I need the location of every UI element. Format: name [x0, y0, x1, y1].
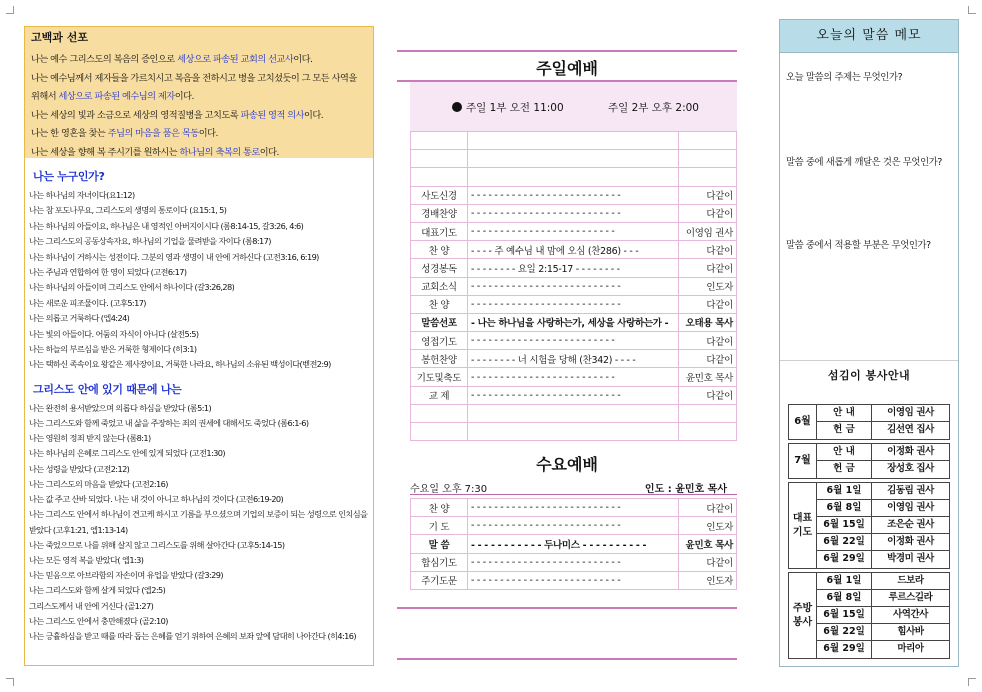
cell-blank: [679, 423, 737, 441]
order-label: 합심기도: [411, 553, 468, 571]
creed-text: 나는 세상의 빛과 소금으로 세상의 영적질병을 고치도록: [31, 109, 241, 121]
corner-mark: [6, 678, 14, 686]
order-leader: 이영임 권사: [679, 222, 737, 240]
order-label: 영접기도: [411, 332, 468, 350]
list-item: 나는 빛의 아들이다. 어둠의 자식이 아니다 (살전5:5): [29, 328, 199, 339]
table-row: [411, 313, 737, 331]
service-person: 이정화 권사: [887, 536, 934, 547]
list-item: 나는 하나님이 거하시는 성전이다. 그분의 영과 생명이 내 안에 거하신다 (고전3:16, 6:19): [29, 251, 319, 262]
bullet-icon: [452, 102, 462, 112]
service-group-label: 7월: [789, 444, 817, 478]
cell-blank: [411, 168, 468, 186]
service-person: 이영임 권사: [887, 502, 934, 513]
cell-blank: [679, 168, 737, 186]
list-item: 나는 성령을 받았다 (고전2:12): [29, 463, 130, 474]
service-table: [788, 404, 950, 662]
creed-highlight: 하나님의 축복의 통로: [179, 146, 260, 158]
wednesday-title: 수요예배: [536, 455, 598, 474]
table-row: [411, 553, 737, 571]
table-row-blank: [411, 150, 737, 168]
order-leader: 인도자: [679, 277, 737, 295]
creed-lines: [31, 51, 367, 162]
order-leader: 다같이: [679, 186, 737, 204]
service-rows: [817, 483, 949, 568]
order-label: 봉헌찬양: [411, 350, 468, 368]
order-leader: 다같이: [679, 241, 737, 259]
service-person: 드보라: [897, 575, 924, 586]
divider-line: [397, 607, 737, 609]
service-row: [817, 422, 949, 439]
service-role: 6월 22일: [817, 534, 872, 550]
service-row: [817, 607, 949, 624]
order-label: 대표기도: [411, 222, 468, 240]
creed-text: 이다.: [293, 54, 313, 65]
order-leader: 윤민호 목사: [679, 368, 737, 386]
corner-mark: [6, 6, 14, 14]
list-item: 나는 하나님의 아들이요, 하나님은 내 영적인 아버지이시다 (롬8:14-15, 갈3:26, 4:6): [29, 220, 304, 231]
list-item: 나는 그리스도와 함께 살게 되었다 (엡2:5): [29, 585, 166, 596]
memo-question-1: 오늘 말씀의 주제는 무엇인가?: [786, 72, 903, 83]
creed-line: [31, 70, 367, 89]
order-label: 찬 양: [411, 295, 468, 313]
order-leader: 다같이: [679, 350, 737, 368]
order-content: - - - - - - - - - - - - - - - - - - - - - - - - -: [468, 332, 679, 350]
list-item: 나는 그리스도와 함께 죽었고 내 삶을 주장하는 죄의 권세에 대해서도 죽었다 (롬6:1-6): [29, 418, 309, 429]
service-row: [817, 500, 949, 517]
order-label: 경배찬양: [411, 204, 468, 222]
order-leader: 다같이: [679, 259, 737, 277]
list-item: 나는 주님과 연합하여 한 영이 되었다 (고전6:17): [29, 267, 187, 278]
table-row-blank: [411, 132, 737, 150]
service-row: [817, 641, 949, 658]
creed-text: 나는 예수 그리스도의 복음의 증인으로: [31, 54, 178, 65]
creed-line: [31, 51, 367, 70]
table-row: [411, 386, 737, 404]
creed-highlight: 파송된 영적 의사: [240, 109, 305, 121]
order-content: - - - - - - - - - - - - - - - - - - - - - - - - - -: [468, 571, 679, 589]
table-row: [411, 535, 737, 553]
list-item: 나는 그리스도의 마음을 받았다 (고전2:16): [29, 478, 168, 489]
service-rows: [817, 573, 949, 658]
cell-blank: [679, 150, 737, 168]
cell-blank: [468, 132, 679, 150]
order-leader: 다같이: [679, 204, 737, 222]
list-item: 나는 참 포도나무요, 그리스도의 생명의 통로이다 (요15:1, 5): [29, 205, 227, 216]
service-group-label: 주방 봉사: [789, 573, 817, 658]
order-content: - - - - - - - - - - - - - - - - - - - - - - - - - -: [468, 295, 679, 313]
service-row: [817, 551, 949, 568]
service-role: 안 내: [817, 444, 872, 460]
service-role: 헌 금: [817, 461, 872, 478]
service-person: 루르스길라: [888, 592, 933, 603]
worship-order-panel: [397, 50, 737, 665]
cell-blank: [411, 132, 468, 150]
service-role: 6월 1일: [817, 483, 872, 499]
service-rows: [817, 405, 949, 439]
service-group-label: 6월: [789, 405, 817, 439]
creed-highlight: 주님의 마음을 품은 목동: [107, 128, 199, 139]
cell-blank: [411, 404, 468, 422]
christ-list: [29, 401, 369, 644]
divider-line: [397, 50, 737, 52]
order-leader: 윤민호 목사: [679, 535, 737, 553]
wednesday-order-table: [410, 498, 737, 590]
service-role: 6월 29일: [817, 641, 872, 658]
service-title: 섬김이 봉사안내: [827, 369, 911, 382]
order-label: 기 도: [411, 517, 468, 535]
service-role: 6월 29일: [817, 551, 872, 568]
sunday-title: 주일예배: [536, 59, 598, 78]
order-leader: 오태용 목사: [679, 313, 737, 331]
creed-box: [25, 27, 373, 158]
service-person: 마리아: [897, 643, 924, 654]
table-row: [411, 222, 737, 240]
service-person: 김선연 집사: [887, 424, 934, 435]
wednesday-leader: 인도 : 윤민호 목사: [644, 484, 727, 495]
service-row: [817, 461, 949, 478]
service-row: [817, 624, 949, 641]
memo-question-2: 말씀 중에 새롭게 깨달은 것은 무엇인가?: [786, 157, 942, 168]
service-person: 사역간사: [892, 609, 929, 620]
memo-title: 오늘의 말씀 메모: [780, 20, 958, 53]
table-row: [411, 186, 737, 204]
cell-blank: [411, 150, 468, 168]
divider-line: [780, 360, 958, 361]
memo-panel: [779, 19, 959, 667]
service-person: 조은순 권사: [887, 519, 934, 530]
table-row: [411, 499, 737, 517]
creed-text: 나는 한 영혼을 찾는: [31, 128, 108, 139]
sunday-time-1: [452, 100, 564, 115]
cell-blank: [468, 404, 679, 422]
service-role: 헌 금: [817, 422, 872, 439]
service-group: [788, 443, 950, 479]
corner-mark: [968, 6, 976, 14]
creed-text: 나는 예수님께서 제자들을 가르치시고 복음을 전하시고 병을 고치셨듯이 그 모든 사역을: [31, 72, 357, 84]
table-row-blank: [411, 168, 737, 186]
service-role: 6월 1일: [817, 573, 872, 589]
order-leader: 다같이: [679, 332, 737, 350]
list-item: 나는 하나님의 아들이며 그리스도 안에서 하나이다 (갈3:26,28): [29, 282, 235, 293]
order-label: 찬 양: [411, 499, 468, 517]
list-item: 나는 영원히 정죄 받지 않는다 (롬8:1): [29, 433, 151, 444]
table-row: [411, 204, 737, 222]
order-content: - - - - - - - - 너 시험을 당해 (찬342) - - - -: [468, 350, 679, 368]
creed-text: 이다.: [174, 91, 194, 102]
service-row: [817, 517, 949, 534]
cell-blank: [468, 423, 679, 441]
creed-line: [31, 107, 367, 126]
creed-text: 이다.: [259, 146, 279, 158]
order-content: - - - - - - - - - - - - - - - - - - - - - - - - -: [468, 368, 679, 386]
service-person: 힘사바: [897, 626, 924, 637]
service-row: [817, 534, 949, 551]
service-group: [788, 404, 950, 440]
left-panel: [24, 26, 374, 666]
table-row: [411, 241, 737, 259]
order-label: 기도및축도: [411, 368, 468, 386]
service-role: 안 내: [817, 405, 872, 421]
cell-blank: [679, 132, 737, 150]
list-item: 나는 의롭고 거룩하다 (엡4:24): [29, 313, 130, 324]
service-role: 6월 15일: [817, 607, 872, 623]
service-person: 장성호 집사: [887, 463, 934, 474]
order-leader: 다같이: [679, 499, 737, 517]
cell-blank: [679, 404, 737, 422]
table-row: [411, 332, 737, 350]
service-group: [788, 572, 950, 659]
service-role: 6월 15일: [817, 517, 872, 533]
creed-line: [31, 88, 367, 107]
creed-line: [31, 125, 367, 144]
list-item: 나는 값 주고 산바 되었다. 나는 내 것이 아니고 하나님의 것이다 (고전6:19-20): [29, 494, 284, 505]
service-row: [817, 444, 949, 461]
service-role: 6월 22일: [817, 624, 872, 640]
table-row: [411, 277, 737, 295]
order-label: 찬 양: [411, 241, 468, 259]
service-person: 이영임 권사: [887, 407, 934, 418]
table-row: [411, 259, 737, 277]
creed-line: [31, 144, 367, 163]
sunday-time-1-text: 주일 1부 오전 11:00: [466, 102, 564, 114]
service-row: [817, 405, 949, 422]
service-row: [817, 483, 949, 500]
list-item: 나는 모든 영적 복을 받았다( 엡1:3): [29, 554, 144, 565]
order-content: - - - - - - - - - - - - - - - - - - - - - - - - -: [468, 222, 679, 240]
order-label: 말씀선포: [411, 313, 468, 331]
table-row: [411, 350, 737, 368]
order-content: - - - - - - - - - - - - - - - - - - - - - - - - - -: [468, 517, 679, 535]
creed-text: 이다.: [198, 128, 218, 139]
order-leader: 다같이: [679, 386, 737, 404]
order-content: - - - - - - - - - - - - - - - - - - - - - - - - - -: [468, 186, 679, 204]
memo-question-3: 말씀 중에서 적용할 부분은 무엇인가?: [786, 240, 931, 251]
creed-title: 고백과 선포: [31, 31, 88, 44]
service-person: 김동림 권사: [887, 485, 934, 496]
list-item: 나는 믿음으로 아브라함의 자손이며 유업을 받았다 (갈3:29): [29, 570, 223, 581]
table-row-blank: [411, 423, 737, 441]
list-item: 나는 그리스도 안에서 하나님이 견고케 하시고 기름을 부으셨으며 기업의 보증이 되는 성령으로 인치심을 받았다 (고후1:21, 엡1:13-14): [29, 509, 368, 535]
who-list: [29, 188, 369, 373]
table-row: [411, 368, 737, 386]
list-item: 나는 하나님의 은혜로 그리스도 안에 있게 되었다 (고전1:30): [29, 448, 225, 459]
list-item: 그리스도께서 내 안에 거신다 (골1:27): [29, 600, 154, 611]
table-row-blank: [411, 404, 737, 422]
order-content: - - - - - - - - - - - - - - - - - - - - - - - - - -: [468, 499, 679, 517]
wednesday-info: [410, 480, 737, 495]
service-rows: [817, 444, 949, 478]
list-item: 나는 그리스도 안에서 충만해졌다 (골2:10): [29, 615, 168, 626]
order-content: - 나는 하나님을 사랑하는가, 세상을 사랑하는가 -: [468, 313, 679, 331]
creed-highlight: 세상으로 파송된 예수님의 제자: [58, 91, 175, 102]
corner-mark: [968, 678, 976, 686]
list-item: 나는 하늘의 부르심을 받은 거룩한 형제이다 (히3:1): [29, 344, 197, 355]
wednesday-time: 수요일 오후 7:30: [410, 484, 488, 495]
list-item: 나는 새로운 피조물이다. (고후5:17): [29, 297, 146, 308]
order-leader: 인도자: [679, 571, 737, 589]
sunday-time-2: 주일 2부 오후 2:00: [608, 102, 699, 114]
order-label: 주기도문: [411, 571, 468, 589]
service-person: 박경미 권사: [887, 553, 934, 564]
service-group: [788, 482, 950, 569]
list-item: 나는 하나님의 자녀이다(요1:12): [29, 190, 135, 200]
order-leader: 다같이: [679, 553, 737, 571]
order-label: 교회소식: [411, 277, 468, 295]
list-item: 나는 완전히 용서받았으며 의롭다 하심을 받았다 (롬5:1): [29, 402, 212, 413]
creed-text: 나는 세상을 향해 복 주시기를 원하시는: [31, 146, 180, 158]
service-row: [817, 590, 949, 607]
service-role: 6월 8일: [817, 500, 872, 516]
order-label: 교 제: [411, 386, 468, 404]
table-row: [411, 571, 737, 589]
service-person: 이정화 권사: [887, 446, 934, 457]
list-item: 나는 죽었으므로 나를 위해 살지 않고 그리스도를 위해 살아간다 (고후5:14-15): [29, 539, 285, 550]
order-content: - - - - - - - - - - - - - - - - - - - - - - - - - -: [468, 277, 679, 295]
table-row: [411, 295, 737, 313]
christ-title: 그리스도 안에 있기 때문에 나는: [33, 382, 182, 396]
divider-line: [397, 658, 737, 660]
creed-highlight: 세상으로 파송된 교회의 선교사: [177, 54, 294, 65]
sunday-order-table: [410, 131, 737, 441]
order-content: - - - - - - - - - - - - - - - - - - - - - - - - - -: [468, 386, 679, 404]
creed-text: 위해서: [31, 91, 59, 102]
who-title: 나는 누구인가?: [33, 170, 105, 183]
order-leader: 인도자: [679, 517, 737, 535]
cell-blank: [411, 423, 468, 441]
service-group-label: 대표 기도: [789, 483, 817, 568]
service-row: [817, 573, 949, 590]
order-label: 말 씀: [411, 535, 468, 553]
order-content: - - - - - - - - 요일 2:15-17 - - - - - - - -: [468, 259, 679, 277]
list-item: 나는 긍휼하심을 받고 때를 따라 돕는 은혜를 얻기 위하여 은혜의 보좌 앞에 담대히 나아간다 (히4:16): [29, 630, 356, 641]
service-role: 6월 8일: [817, 590, 872, 606]
order-leader: 다같이: [679, 295, 737, 313]
order-content: - - - - 주 예수님 내 맘에 오심 (찬286) - - -: [468, 241, 679, 259]
table-row: [411, 517, 737, 535]
creed-text: 이다.: [304, 109, 324, 121]
order-content: - - - - - - - - - - - 두나미스 - - - - - - - - - -: [468, 535, 679, 553]
who-section: [25, 168, 373, 644]
list-item: 나는 택하신 족속이요 왕같은 제사장이요, 거룩한 나라요, 하나님의 소유된 백성이다(벧전2:9): [29, 359, 331, 370]
order-content: - - - - - - - - - - - - - - - - - - - - - - - - - -: [468, 204, 679, 222]
order-label: 성경봉독: [411, 259, 468, 277]
order-content: - - - - - - - - - - - - - - - - - - - - - - - - - -: [468, 553, 679, 571]
cell-blank: [468, 150, 679, 168]
order-label: 사도신경: [411, 186, 468, 204]
list-item: 나는 그리스도의 공동상속자요, 하나님의 기업을 물려받을 자이다 (롬8:17): [29, 236, 271, 247]
cell-blank: [468, 168, 679, 186]
